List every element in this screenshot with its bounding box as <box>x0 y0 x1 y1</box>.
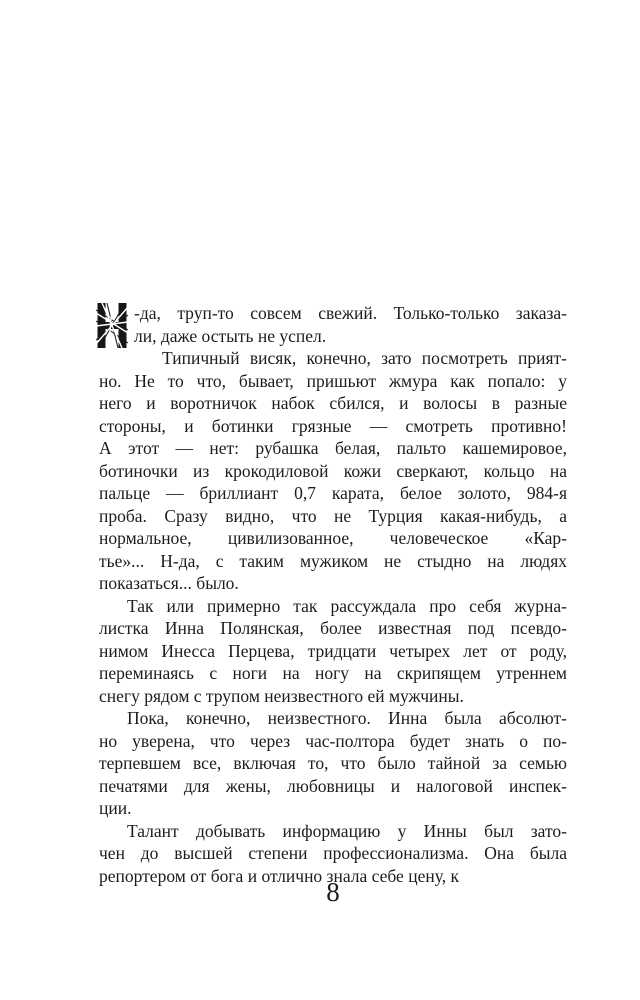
paragraph <box>99 347 567 595</box>
text-line: него и воротничок набок сбился, и волосы в разные <box>99 393 567 413</box>
page-number: 8 <box>326 877 340 907</box>
text-line: А этот — нет: рубашка белая, пальто кашемировое, <box>99 438 567 458</box>
text-line: Типичный висяк, конечно, зато посмотреть прият- <box>162 348 567 368</box>
paragraph <box>99 595 567 708</box>
text-line: ботиночки из крокодиловой кожи сверкают, кольцо на <box>99 460 567 481</box>
cracked-letter-icon <box>96 303 128 348</box>
text-line: пальце — бриллиант 0,7 карата, белое золото, 984-я <box>99 483 567 503</box>
text-line: проба. Сразу видно, что не Турция какая-нибудь, а <box>99 505 567 526</box>
text-line: ции. <box>99 798 132 818</box>
text-line: печатями для жены, любовницы и налоговой инспек- <box>99 775 567 796</box>
paragraphs <box>99 302 567 887</box>
text-block <box>99 302 567 887</box>
text-line: Так или примерно так рассуждала про себя журна- <box>127 595 567 616</box>
text-line: снегу рядом с трупом неизвестного ей мужчины. <box>99 685 464 706</box>
text-line: тье»... Н-да, с таким мужиком не стыдно на людях <box>99 550 567 571</box>
text-line: Пока, конечно, неизвестного. Инна была абсолют- <box>127 708 567 728</box>
text-line: нимом Инесса Перцева, тридцати четырех лет от роду, <box>99 640 567 661</box>
text-line: ли, даже остыть не успел. <box>134 325 327 346</box>
text-line: но уверена, что через час-полтора будет знать о по- <box>99 730 567 751</box>
text-line: стороны, и ботинки грязные — смотреть противно! <box>99 415 567 436</box>
text-line: терпевшем все, включая то, что было тайной за семью <box>99 753 567 773</box>
text-line: листка Инна Полянская, более известная под псевдо- <box>99 618 567 638</box>
drop-cap <box>96 303 128 348</box>
text-line: -да, труп-то совсем свежий. Только-только заказа- <box>134 303 567 323</box>
text-line: показаться... было. <box>99 573 239 593</box>
paragraph <box>99 707 567 820</box>
text-line: но. Не то что, бывает, пришьют жмура как попало: у <box>99 370 567 391</box>
text-line: нормальное, цивилизованное, человеческое «Кар- <box>99 528 567 548</box>
text-line: репортером от бога и отлично знала себе цену, к <box>99 865 459 886</box>
paragraph <box>99 302 567 347</box>
text-line: чен до высшей степени профессионализма. Она была <box>99 843 567 863</box>
text-line: Талант добывать информацию у Инны был зато- <box>127 820 567 841</box>
text-line: переминаясь с ноги на ногу на скрипящем утреннем <box>99 663 567 683</box>
